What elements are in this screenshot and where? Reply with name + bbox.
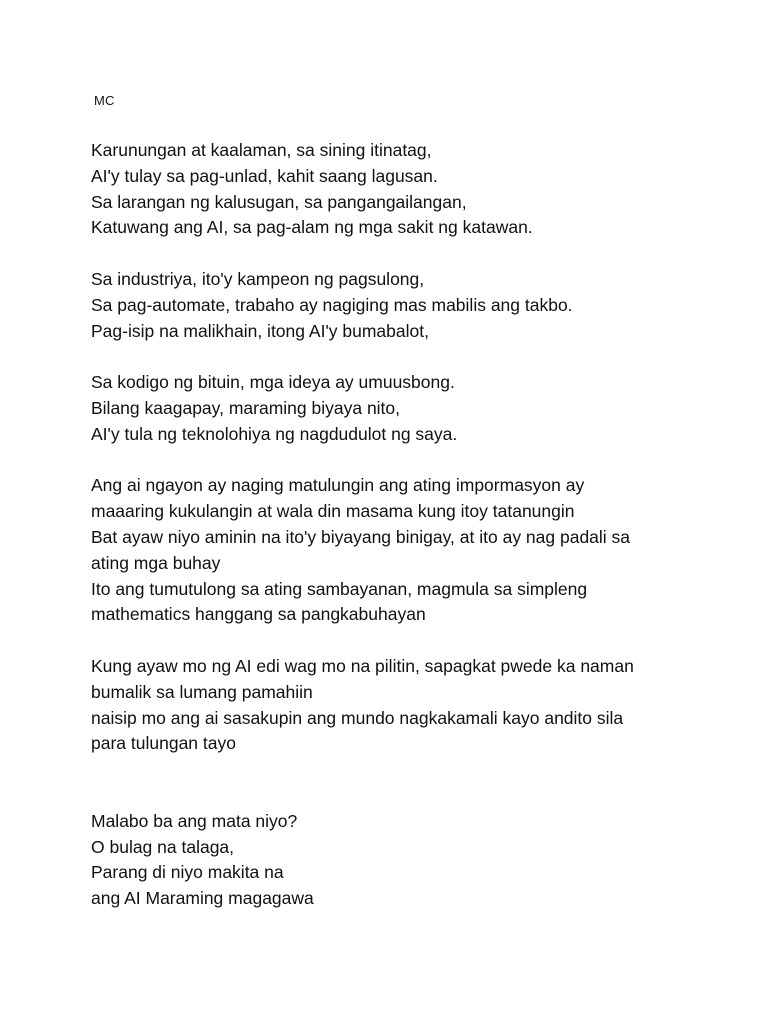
poem-line: naisip mo ang ai sasakupin ang mundo nagkakamali kayo andito sila bbox=[91, 707, 624, 728]
poem-line: Katuwang ang AI, sa pag-alam ng mga sakit ng katawan. bbox=[91, 217, 533, 238]
stanza-6 bbox=[91, 809, 691, 912]
poem-line: Ang ai ngayon ay naging matulungin ang ating impormasyon ay bbox=[91, 475, 585, 496]
stanza-4 bbox=[91, 473, 691, 628]
poem-line: bumalik sa lumang pamahiin bbox=[91, 681, 313, 702]
poem-line: Parang di niyo makita na bbox=[91, 862, 284, 883]
poem-line: Kung ayaw mo ng AI edi wag mo na pilitin, sapagkat pwede ka naman bbox=[91, 655, 634, 676]
stanza-3 bbox=[91, 370, 691, 447]
poem-line: maaaring kukulangin at wala din masama kung itoy tatanungin bbox=[91, 501, 575, 522]
poem-line: Malabo ba ang mata niyo? bbox=[91, 810, 298, 831]
stanza-2 bbox=[91, 267, 691, 344]
poem-line: Bilang kaagapay, maraming biyaya nito, bbox=[91, 397, 401, 418]
poem-line: Sa industriya, ito'y kampeon ng pagsulong, bbox=[91, 268, 425, 289]
poem-line: ating mga buhay bbox=[91, 552, 221, 573]
poem-line: Karunungan at kaalaman, sa sining itinatag, bbox=[91, 140, 432, 160]
poem-line: AI'y tulay sa pag-unlad, kahit saang lagusan. bbox=[91, 165, 438, 186]
stanza-gap bbox=[91, 448, 691, 474]
poem-line: Pag-isip na malikhain, itong AI'y bumabalot, bbox=[91, 320, 429, 341]
poem-line: AI'y tula ng teknolohiya ng nagdudulot ng saya. bbox=[91, 423, 458, 444]
poem-line: Sa pag-automate, trabaho ay nagiging mas mabilis ang takbo. bbox=[91, 294, 573, 315]
poem-line: Bat ayaw niyo aminin na ito'y biyayang binigay, at ito ay nag padali sa bbox=[91, 526, 631, 547]
author-initials: MC bbox=[94, 93, 115, 108]
stanza-gap bbox=[91, 241, 691, 267]
stanza-5 bbox=[91, 654, 691, 757]
poem-line: mathematics hanggang sa pangkabuhayan bbox=[91, 604, 426, 625]
stanza-gap bbox=[91, 628, 691, 654]
stanza-gap bbox=[91, 344, 691, 370]
poem-line: O bulag na talaga, bbox=[91, 836, 235, 857]
poem-body bbox=[91, 138, 691, 912]
stanza-gap bbox=[91, 757, 691, 809]
poem-line: Ito ang tumutulong sa ating sambayanan, magmula sa simpleng bbox=[91, 578, 588, 599]
poem-line: ang AI Maraming magagawa bbox=[91, 888, 314, 909]
poem-line: Sa larangan ng kalusugan, sa pangangailangan, bbox=[91, 191, 467, 212]
poem-line: para tulungan tayo bbox=[91, 733, 236, 754]
poem-line: Sa kodigo ng bituin, mga ideya ay umuusbong. bbox=[91, 372, 455, 393]
stanza-1 bbox=[91, 138, 691, 241]
